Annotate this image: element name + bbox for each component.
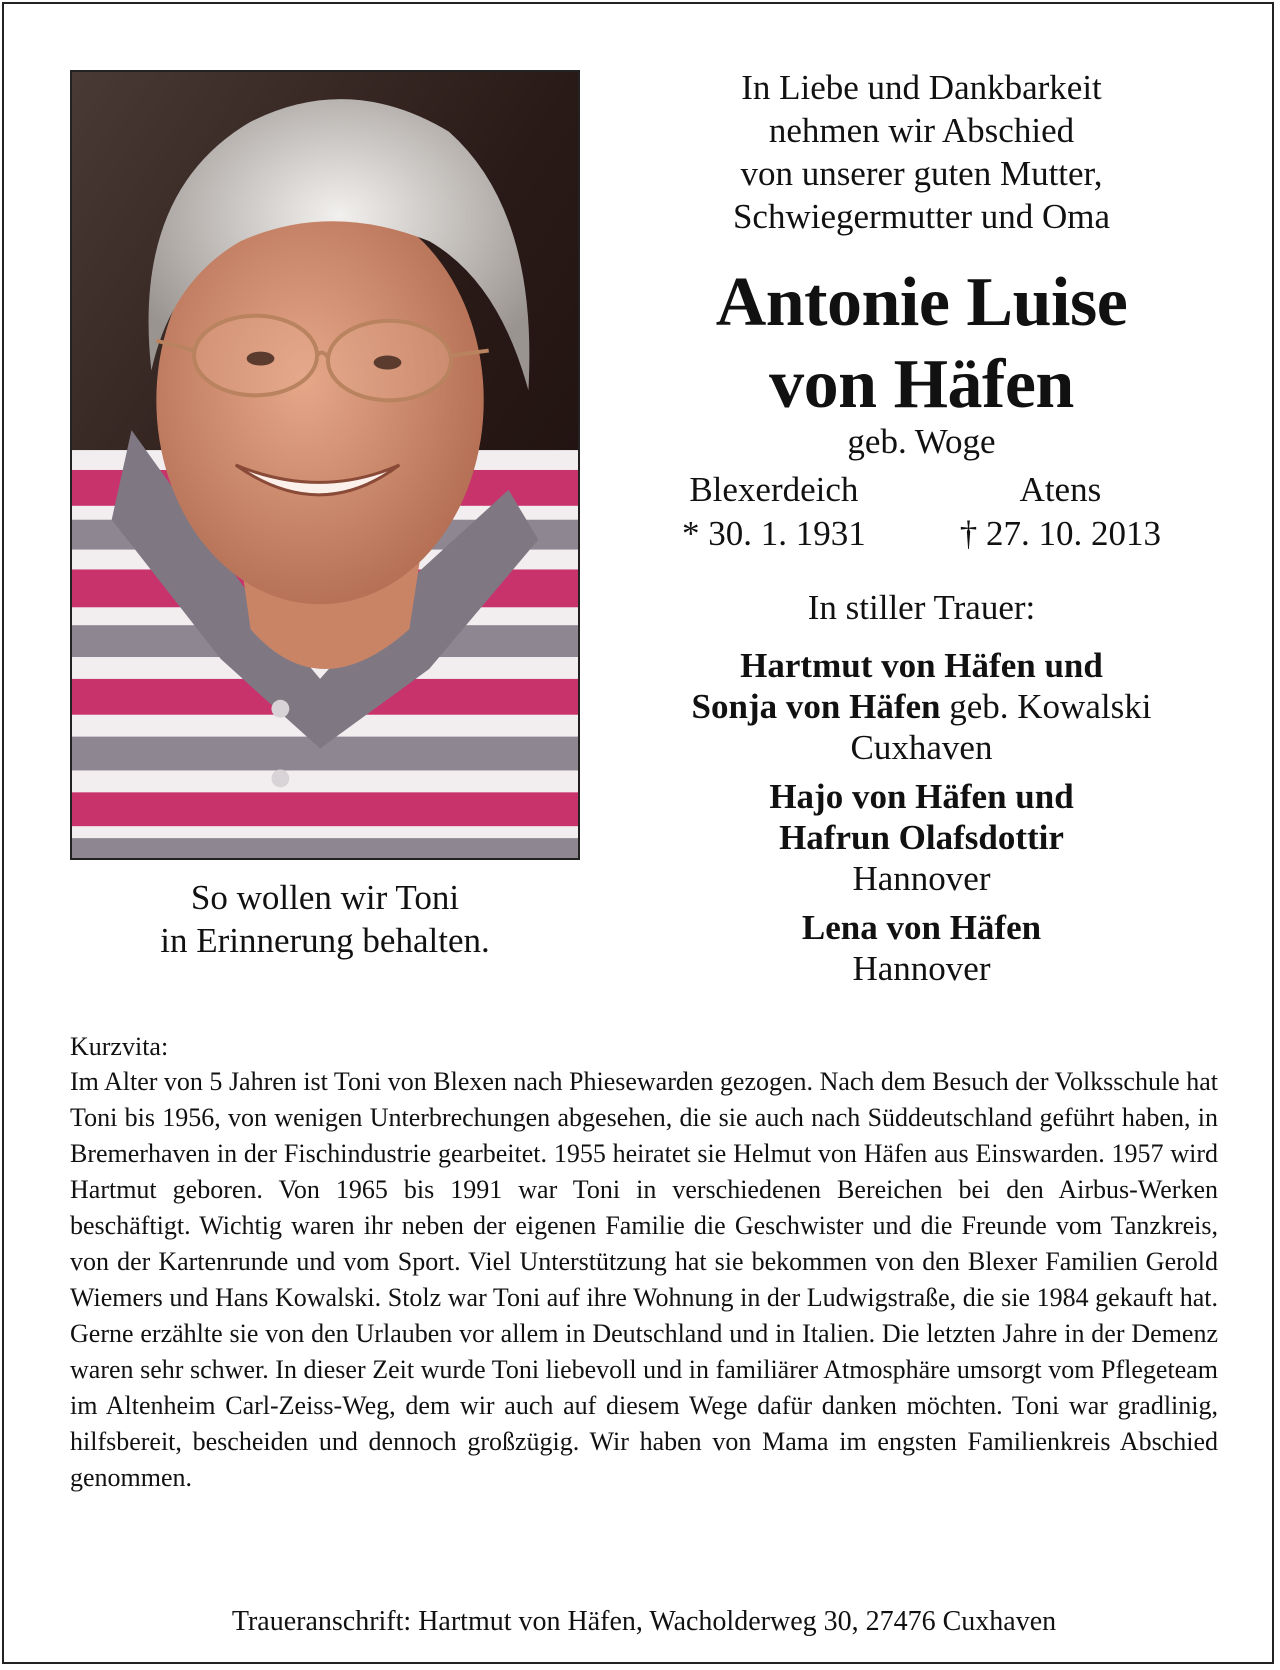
maiden-name: geb. Woge xyxy=(847,422,996,461)
grief-heading: In stiller Trauer: xyxy=(807,588,1036,627)
death-date: † 27. 10. 2013 xyxy=(959,514,1161,553)
mourner-group xyxy=(644,645,1199,768)
obituary-frame xyxy=(2,2,1274,1664)
mourner-group xyxy=(644,907,1199,989)
deceased-name xyxy=(644,262,1199,426)
birth-date: * 30. 1. 1931 xyxy=(682,514,866,553)
intro-line: nehmen wir Abschied xyxy=(768,111,1075,150)
mourner-city: Hannover xyxy=(852,859,991,898)
intro-line: Schwiegermutter und Oma xyxy=(732,197,1111,236)
mourners-list xyxy=(644,645,1199,989)
name-line: Antonie Luise xyxy=(715,264,1128,341)
death-place: Atens xyxy=(1019,470,1102,509)
intro-line: In Liebe und Dankbarkeit xyxy=(741,68,1102,107)
portrait-photo xyxy=(70,70,580,860)
mourner-name: Sonja von Häfen xyxy=(691,687,941,726)
birth-place: Blexerdeich xyxy=(689,470,859,509)
mourner-group xyxy=(644,776,1199,899)
mourner-name: Hajo von Häfen und xyxy=(769,777,1074,816)
caption-line: in Erinnerung behalten. xyxy=(160,921,490,960)
mourning-address: Traueranschrift: Hartmut von Häfen, Wacholderweg 30, 27476 Cuxhaven xyxy=(231,1606,1057,1637)
caption-line: So wollen wir Toni xyxy=(190,878,460,917)
death-info xyxy=(960,468,1161,556)
birth-info xyxy=(682,468,866,556)
mourner-name: Hartmut von Häfen und xyxy=(740,646,1103,685)
short-biography xyxy=(70,1030,1218,1496)
intro-line: von unserer guten Mutter, xyxy=(740,154,1103,193)
announcement-column xyxy=(644,66,1199,997)
mourner-name: Lena von Häfen xyxy=(801,908,1042,947)
photo-caption xyxy=(70,876,580,962)
portrait-image xyxy=(72,72,578,858)
mourner-maiden: geb. Kowalski xyxy=(940,687,1152,726)
mourner-name: Hafrun Olafsdottir xyxy=(779,818,1064,857)
biography-title: Kurzvita: xyxy=(70,1032,169,1061)
name-line: von Häfen xyxy=(769,346,1074,423)
intro-text xyxy=(644,66,1199,238)
life-dates xyxy=(644,468,1199,556)
mourner-city: Cuxhaven xyxy=(850,728,993,767)
mourner-city: Hannover xyxy=(852,949,991,988)
mourner-line xyxy=(644,686,1199,727)
biography-text: Im Alter von 5 Jahren ist Toni von Blexen nach Phiesewarden gezogen. Nach dem Besuch der Volksschule hat Toni bis 1956, von wenigen Unterbrechungen abgesehen, die sie auch nach Süddeutschland geführt haben, in Bremerhaven in der Fischindustrie gearbeitet. 1955 heiratet sie Helmut von Häfen aus Einswarden. 1957 wird Hartmut geboren. Von 1965 bis 1991 war Toni in verschiedenen Bereichen bei den Airbus-Werken beschäftigt. Wichtig waren ihr neben der eigenen Familie die Geschwister und die Freunde vom Tanzkreis, von der Kartenrunde und vom Sport. Viel Unterstützung hat sie bekommen von den Blexer Familien Gerold Wiemers und Hans Kowalski. Stolz war Toni auf ihre Wohnung in der Ludwigstraße, die sie 1984 gekauft hat. Gerne erzählte sie von den Urlauben vor allem in Deutschland und in Italien. Die letzten Jahre in der Demenz waren sehr schwer. In dieser Zeit wurde Toni liebevoll und in familiärer Atmosphäre umsorgt vom Pflegeteam im Altenheim Carl-Zeiss-Weg, dem wir auch auf diesem Wege dafür danken möchten. Toni war gradlinig, hilfsbereit, bescheiden und dennoch großzügig. Wir haben von Mama im engsten Familienkreis Abschied genommen. xyxy=(70,1067,1218,1492)
